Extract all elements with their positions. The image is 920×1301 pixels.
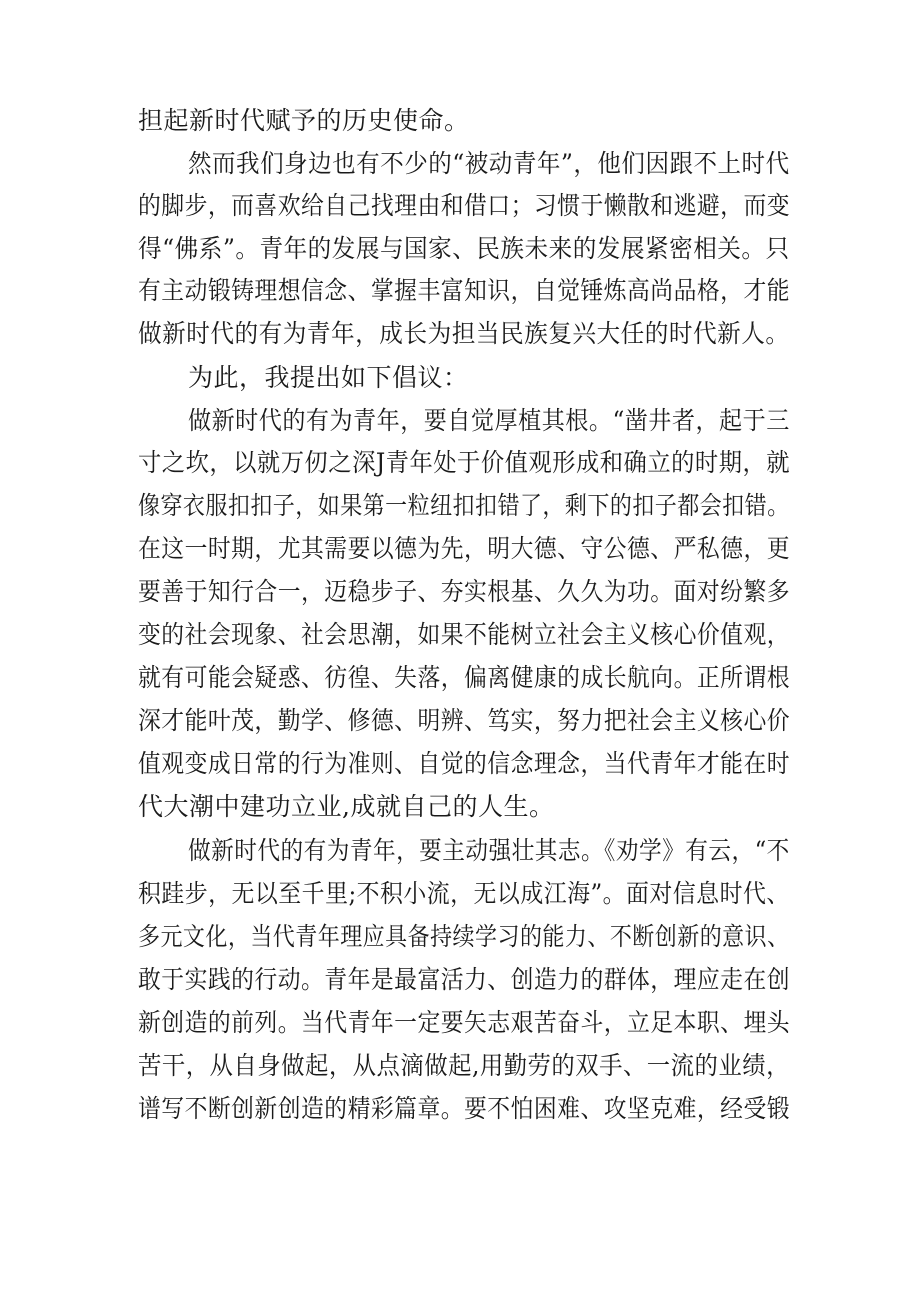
text-line: 积跬步，无以至千里;不积小流，无以成江海”。面对信息时代、 xyxy=(138,879,790,908)
text-line: 寸之坎，以就万仞之深J青年处于价值观形成和确立的时期，就 xyxy=(138,448,791,477)
text-line: 敢于实践的行动。青年是最富活力、创造力的群体，理应走在创 xyxy=(138,965,791,994)
text-line: 得“佛系”。青年的发展与国家、民族未来的发展紧密相关。只 xyxy=(138,234,790,263)
paragraph-start-line: 做新时代的有为青年，要自觉厚植其根。“凿井者，起于三 xyxy=(188,406,790,435)
text-line: 代大潮中建功立业,成就自己的人生。 xyxy=(138,792,555,821)
paragraph-start-line: 做新时代的有为青年，要主动强壮其志。《劝学》有云，“不 xyxy=(188,836,790,865)
text-line: 要善于知行合一，迈稳步子、夯实根基、久久为功。面对纷繁多 xyxy=(138,577,791,606)
paragraph-start-line: 为此，我提出如下倡议： xyxy=(188,363,469,392)
text-line: 就有可能会疑惑、彷徨、失落，偏离健康的成长航向。正所谓根 xyxy=(138,663,791,692)
text-line: 谱写不断创新创造的精彩篇章。要不怕困难、攻坚克难，经受锻 xyxy=(138,1094,791,1123)
text-line: 多元文化，当代青年理应具备持续学习的能力、不断创新的意识、 xyxy=(138,922,790,951)
text-line: 有主动锻铸理想信念、掌握丰富知识，自觉锤炼高尚品格，才能 xyxy=(138,276,791,305)
text-line: 的脚步，而喜欢给自己找理由和借口；习惯于懒散和逃避，而变 xyxy=(138,191,791,220)
text-line: 在这一时期，尤其需要以德为先，明大德、守公德、严私德，更 xyxy=(138,534,791,563)
text-line: 深才能叶茂，勤学、修德、明辨、笃实，努力把社会主义核心价 xyxy=(138,706,791,735)
text-line: 苦干，从自身做起，从点滴做起,用勤劳的双手、一流的业绩， xyxy=(138,1051,790,1080)
text-line: 新创造的前列。当代青年一定要矢志艰苦奋斗，立足本职、埋头 xyxy=(138,1008,791,1037)
paragraph-start-line: 然而我们身边也有不少的“被动青年”，他们因跟不上时代 xyxy=(188,149,790,178)
text-line: 担起新时代赋予的历史使命。 xyxy=(138,106,470,135)
text-line: 变的社会现象、社会思潮，如果不能树立社会主义核心价值观， xyxy=(138,620,791,649)
text-line: 做新时代的有为青年，成长为担当民族复兴大任的时代新人。 xyxy=(138,319,790,348)
text-line: 值观变成日常的行为准则、自觉的信念理念，当代青年才能在时 xyxy=(138,749,791,778)
text-line: 像穿衣服扣扣子，如果第一粒纽扣扣错了，剩下的扣子都会扣错。 xyxy=(138,491,790,520)
